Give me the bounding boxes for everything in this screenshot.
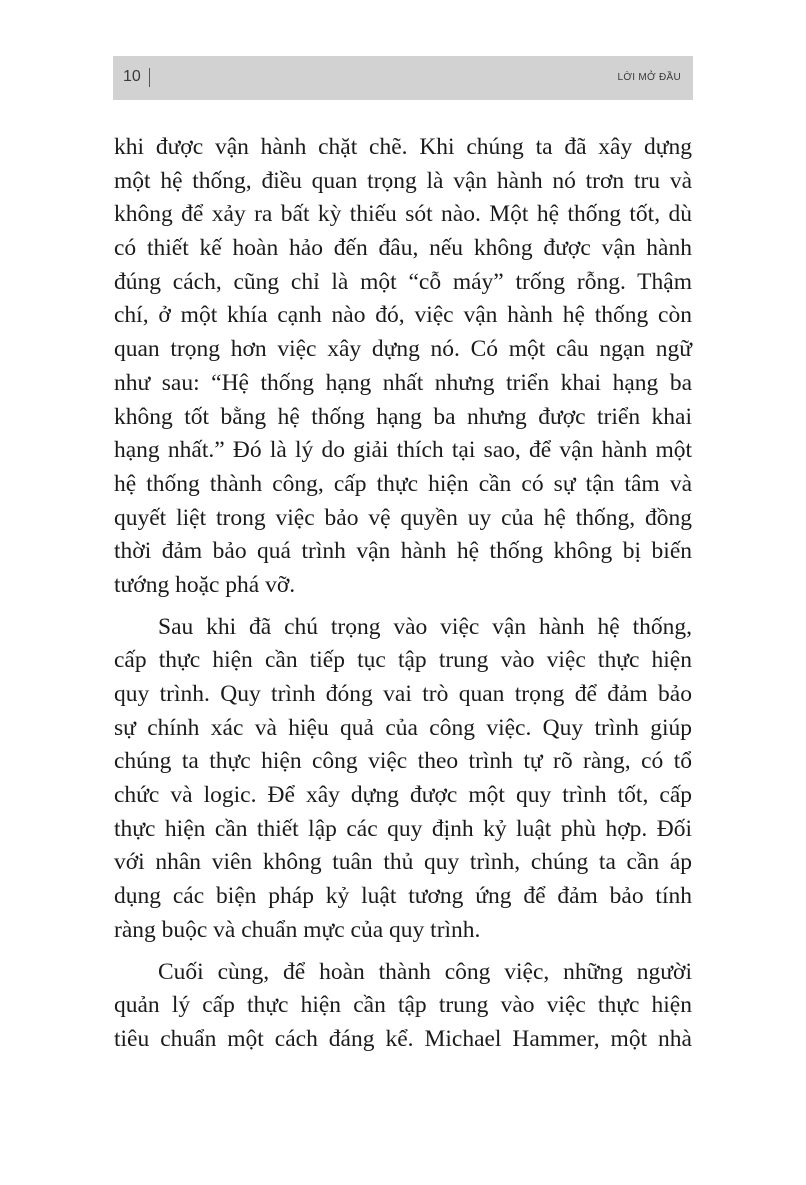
- text-line: khi được vận hành chặt chẽ. Khi chúng ta đã xây dựng: [114, 134, 692, 160]
- text-line: chức và logic. Để xây dựng được một quy trình tốt, cấp: [114, 782, 692, 809]
- paragraph-gap: [114, 603, 692, 611]
- text-line: quan trọng hơn việc xây dựng nó. Có một câu ngạn ngữ: [114, 336, 692, 363]
- text-line: có thiết kế hoàn hảo đến đâu, nếu không được vận hành: [114, 235, 692, 262]
- running-header: [113, 56, 693, 100]
- text-line: hệ thống thành công, cấp thực hiện cần có sự tận tâm và: [114, 470, 692, 497]
- header-divider: [149, 68, 150, 87]
- text-line: với nhân viên không tuân thủ quy trình, chúng ta cần áp: [114, 849, 692, 876]
- text-line: chúng ta thực hiện công việc theo trình tự rõ ràng, có tổ: [114, 748, 692, 775]
- text-line: tướng hoặc phá vỡ.: [114, 571, 296, 598]
- body-text: [114, 131, 692, 1057]
- text-line: đúng cách, cũng chỉ là một “cỗ máy” trống rỗng. Thậm: [114, 268, 692, 295]
- text-line: không tốt bằng hệ thống hạng ba nhưng được triển khai: [114, 403, 692, 430]
- text-line: quyết liệt trong việc bảo vệ quyền uy của hệ thống, đồng: [114, 504, 692, 531]
- text-line: không để xảy ra bất kỳ thiếu sót nào. Một hệ thống tốt, dù: [114, 201, 692, 228]
- text-line: như sau: “Hệ thống hạng nhất nhưng triển khai hạng ba: [114, 369, 692, 396]
- paragraph-gap: [114, 948, 692, 956]
- text-line: Sau khi đã chú trọng vào việc vận hành hệ thống,: [158, 613, 692, 640]
- text-line: hạng nhất.” Đó là lý do giải thích tại sao, để vận hành một: [114, 437, 692, 464]
- text-line: một hệ thống, điều quan trọng là vận hành nó trơn tru và: [114, 167, 692, 194]
- page-number: 10: [123, 68, 141, 85]
- text-line: ràng buộc và chuẩn mực của quy trình.: [114, 916, 481, 943]
- text-line: quản lý cấp thực hiện cần tập trung vào việc thực hiện: [114, 992, 692, 1019]
- paragraph-2: [114, 611, 692, 948]
- paragraph-3: [114, 956, 692, 1057]
- text-line: sự chính xác và hiệu quả của công việc. Quy trình giúp: [114, 714, 692, 741]
- text-line: chí, ở một khía cạnh nào đó, việc vận hành hệ thống còn: [114, 302, 692, 329]
- text-line: thời đảm bảo quá trình vận hành hệ thống không bị biến: [114, 538, 692, 565]
- text-line: Cuối cùng, để hoàn thành công việc, những người: [158, 958, 692, 985]
- text-line: dụng các biện pháp kỷ luật tương ứng để đảm bảo tính: [114, 883, 692, 910]
- text-line: cấp thực hiện cần tiếp tục tập trung vào việc thực hiện: [114, 647, 692, 674]
- paragraph-1: [114, 131, 692, 603]
- text-line: quy trình. Quy trình đóng vai trò quan trọng để đảm bảo: [114, 681, 692, 707]
- text-line: tiêu chuẩn một cách đáng kể. Michael Hammer, một nhà: [114, 1025, 692, 1052]
- chapter-title: LỜI MỞ ĐẦU: [617, 72, 681, 83]
- text-line: thực hiện cần thiết lập các quy định kỷ luật phù hợp. Đối: [114, 815, 692, 842]
